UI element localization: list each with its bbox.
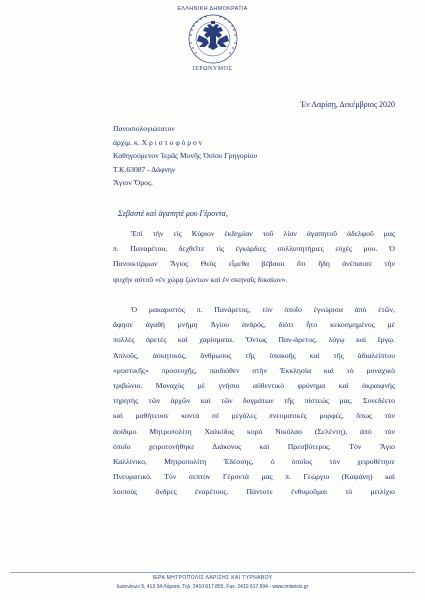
recipient-line: ἀρχιμ. κ. Χ ρ ι σ τ ο φ ό ρ ο ν <box>113 137 203 147</box>
text-line: Ὁ μακαριστὸς π. Πανάρετος, τὸν ὁποῖο ἐγνώρισα ἀπὸ ἐτῶν, <box>131 305 395 314</box>
text-line: τηρητὴς τῶν ἀρχῶν καὶ τῶν δογμάτων τῆς πίστεώς μας. Συνεδέετο <box>113 396 395 406</box>
text-line: «μυστικῆς» προσευχῆς, παιδιόθεν στὴν Ἐκκλησία καὶ τὸ μοναχικὸ <box>113 365 395 375</box>
text-line: ψυχὴν αὐτοῦ «ἐν χώρᾳ ζώντων καὶ ἐν σκηναῖς δικαίων». <box>113 274 288 284</box>
letterhead <box>0 6 425 72</box>
text-line: Πανοικτίρμων Ἅγιος Θεὸς εἶμεθα βέβαιοι ὅτι ἤδη ἀνέπαυσε τὴν <box>113 259 395 269</box>
paragraph-condolence <box>113 226 395 287</box>
recipient-line: Ἅγιον Ὄρος. <box>113 178 153 188</box>
text-line: λοιποὺς ἄνδρες ἐναρέτους. Πάντοτε ἐνθυμοῦμαι τὸ μειλίχιο <box>113 487 395 497</box>
place-and-date: Ἐν Λαρίσῃ, Δεκέμβριος 2020 <box>300 100 395 109</box>
text-line: π. Παναρέτου, δεχθεῖτε τὶς ἐγκάρδιες συλλυπητήριες εὐχές μου. Ὁ <box>113 244 395 254</box>
text-line: τριβώνιο. Μοναχὸς μὲ γνήσιο αὐθεντικὸ φρόνημα καὶ ἀκραιφνὴς <box>113 381 395 391</box>
text-line: ἀοίδιμο Μητροπολίτη Χαλκίδος κυρὸ Νικόλαο (Σελέντη), ἀπὸ τὸν <box>113 426 395 436</box>
text-line: καὶ μαθήτευσε κοντὰ σὲ μεγάλες πνευματικὲς μορφές, ὅπως τὸν <box>113 411 395 421</box>
text-line: πολλὲς ἀρετὲς καὶ χαρίσματα. Ὄντως Παν-άρετος, λόγῳ καὶ ἔργῳ. <box>113 335 395 345</box>
text-line: Ἐπὶ τὴν εἰς Κύριον ἐκδημίαν τοῦ λίαν ἀγαπητοῦ ἀδελφοῦ μας <box>131 229 395 238</box>
metropolis-seal-icon <box>183 13 243 65</box>
recipient-line: Πανοσιολογιώτατον <box>113 124 175 133</box>
text-line: Καλλίνικο, Μητροπολίτη Ἐδέσσης, ὁ ὁποῖος τὸν χειροθέτησε <box>113 457 395 467</box>
letterhead-country: ΕΛΛΗΝΙΚΗ ΔΗΜΟΚΡΑΤΙΑ <box>177 6 248 12</box>
paragraph-tribute <box>113 302 395 500</box>
recipient-line: Τ.Κ.63087 - Δάφνην <box>113 164 176 174</box>
footer-divider <box>10 572 415 573</box>
text-line: ἄφησε ἀγαθὴ μνήμη Ἁγίου ἀνδρός, διότι ἦτο κεκοσμημένος μὲ <box>113 320 395 330</box>
recipient-line: Καθηγούμενον Ἱερᾶς Μονῆς Ὁσίου Γρηγορίου <box>113 151 258 161</box>
text-line: ὁποῖο χειροτονήθηκε Διάκονος καὶ Πρεσβύτερος. Τὸν Ἅγιο <box>113 441 395 451</box>
text-line: Πνευματικό. Τὸν σεπτὸν Γέροντά μας π. Γεώργιο (Καψάνη) καὶ <box>113 472 395 482</box>
recipient-address <box>113 122 257 190</box>
letterhead-signature-name: ΙΕΡΩΝΥΜΟΣ <box>192 66 233 72</box>
text-line: Ἁπλοῦς, ἀσκητικός, ἄνθρωπος τῆς ὑπακοῆς καὶ τῆς ἀδιαλείπτου <box>113 350 395 360</box>
footer-org-name: ΙΕΡΑ ΜΗΤΡΟΠΟΛΙΣ ΛΑΡΙΣΗΣ ΚΑΙ ΤΥΡΝΑΒΟΥ <box>152 575 273 581</box>
salutation: Σεβαστὲ καὶ ἀγαπητέ μου Γέροντα, <box>118 209 228 218</box>
footer-contact: Ιωαννίνων 5, 413 34 Λάρισα, Τηλ: 2410 617.855, Fax: 2410 617.694 - www.imlarisis.gr <box>116 584 309 590</box>
